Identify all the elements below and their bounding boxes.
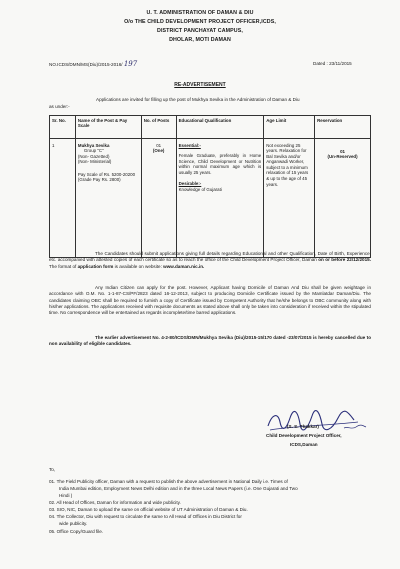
cell-reservation [315, 139, 371, 258]
paragraph-cancellation: The earlier advertisement No. 4-2-80/ICDS/DMN/Mukhya Sevika (Diu)/2015-15/170 dated -23/07/2015 is hereby cancelled due to non availability of eligible candidates. [49, 335, 371, 347]
date-line: Dated : 23/11/2015 [313, 61, 352, 66]
cell-sr-no [50, 139, 76, 258]
header-qualification: Educational Qualification [176, 116, 264, 139]
age-limit-text: Not exceeding 25 years. Relaxation for Bal Sevika and/or Anganwadi Worker, subject to a minimum relaxation of 15 years & up to the age of 45 years. [266, 142, 309, 187]
header-sr-no: Sr. No. [50, 116, 76, 139]
reference-number-text: NO.ICDS/DMN/MS(Diu)/2015-2016/ [49, 62, 123, 67]
reference-number [49, 61, 137, 68]
header-line-3: DISTRICT PANCHAYAT CAMPUS, [157, 28, 243, 34]
distribution-item-01-end: Hindi ) [59, 493, 73, 498]
distribution-item-02: 02. All Head of Offices, Daman for information and wide publicity. [49, 500, 181, 505]
essential-text: Female Graduate, preferably in Home Science, Child Development or Nutrition within normal maximum age which is usually 25 years. [178, 153, 262, 175]
essential-label: Essential:- [178, 142, 201, 148]
para1-text-b: The format of [49, 263, 78, 269]
sr-no-value: 1 [52, 142, 55, 148]
header-line-4: DHOLAR, MOTI DAMAN [169, 37, 231, 43]
para1-deadline: on or before 22/12/2015. [318, 257, 371, 263]
table-header-row [50, 116, 371, 139]
distribution-item-04: 04. The Collector, Diu with request to circulate the same to All Head of Offices in Diu District for [49, 514, 242, 519]
para1-application-form: application form [77, 263, 114, 269]
intro-line-1: Applications are invited for filling up the post of Mukhya Sevika in the Administration of Daman & Diu [96, 97, 300, 102]
header-no-of-posts: No. of Posts [141, 116, 176, 139]
header-post-name: Name of the Post & Pay Scale [75, 116, 141, 139]
distribution-item-03: 03. SIO, NIC, Daman to upload the same on official website of UT Administration of Daman & Diu. [49, 507, 248, 512]
paragraph-eligibility: Any Indian Citizen can apply for the post. However, Applicant having Domicile of Daman And Diu shall be given weightage in accordance with O.M. No. 1-1-87-CS/PF/2823 dated 16-12-2013, subject to producing Domicile Certificate issued by the Mamlatdar Daman/Diu. The candidates claiming OBC shall be required to furnish a copy of Certificate issued by Competent Authority that he/she belongs to OBC community along with his/her applications. The applications received with requisite documents as stated above shall only be taken into consideration if received within the stipulated time. No correspondence will be entertained as regards incomplete/time barred applications. [49, 285, 371, 316]
posts-table [49, 115, 371, 258]
signatory-designation-2: ICDS,Daman [290, 442, 318, 447]
signature-scrawl [262, 406, 382, 436]
cell-no-of-posts [141, 139, 176, 258]
para1-website: www.daman.nic.in. [163, 263, 205, 269]
header-reservation: Reservation [315, 116, 371, 139]
cell-age-limit [264, 139, 315, 258]
header-age-limit: Age Limit [264, 116, 315, 139]
desirable-label: Desirable:- [178, 181, 202, 187]
post-gazetted: (Non- Gazetted) [77, 153, 110, 159]
handwritten-number: 197 [123, 60, 138, 68]
signatory-designation-1: Child Development Project Officer, [266, 433, 342, 438]
cell-post-name [75, 139, 141, 258]
intro-line-2: as under:- [49, 104, 70, 109]
reservation-type: (Un-Reserved) [327, 154, 358, 160]
distribution-to: To, [49, 467, 56, 472]
paragraph-submission [49, 251, 371, 270]
title-readvertisement: RE-ADVERTISEMENT [174, 82, 226, 88]
grade-pay: (Grade Pay Rs. 2800) [77, 177, 121, 183]
post-group: Group "C" [83, 148, 104, 154]
distribution-item-01-cont: India Mumbai edition, Employment News Delhi edition and in the three Local News Papers (i.e. One Gujarati and Two [59, 486, 298, 491]
distribution-item-04-cont: wide publicity. [59, 521, 88, 526]
para1-text-a: The Candidates should submit applications giving full details regarding Educational and other Qualification, Date of Birth, Experience, etc. accompanied with attested copies of each certificate so as to reach the office of the Child Development Project Officer, Daman [49, 251, 371, 263]
posts-count: 01 [156, 142, 162, 148]
distribution-item-05: 05. Office Copy/Guard file. [49, 529, 104, 534]
para1-text-c: is available on website: [113, 263, 162, 269]
signatory-name: (S. S. Thakkar) [287, 424, 319, 429]
header-line-2: O/o THE CHILD DEVELOPMENT PROJECT OFFICER,ICDS, [124, 19, 276, 25]
posts-type: (One) [152, 148, 165, 154]
distribution-item-01: 01. The Field Publicity officer, Daman with a request to publish the above advertisement in National Daily i.e. Times of [49, 479, 288, 484]
post-name: Mukhya Sevika [77, 142, 110, 148]
signature-block [262, 406, 382, 436]
reservation-count: 01 [340, 148, 345, 154]
table-row [50, 139, 371, 258]
pay-scale: Pay Scale of Rs. 5200-20200 [77, 171, 136, 177]
desirable-text: Knowledge of Gujarati [178, 187, 222, 193]
post-ministerial: (Non- Ministerial) [77, 159, 112, 165]
header-line-1: U. T. ADMINISTRATION OF DAMAN & DIU [146, 10, 254, 16]
cell-qualification [176, 139, 264, 258]
